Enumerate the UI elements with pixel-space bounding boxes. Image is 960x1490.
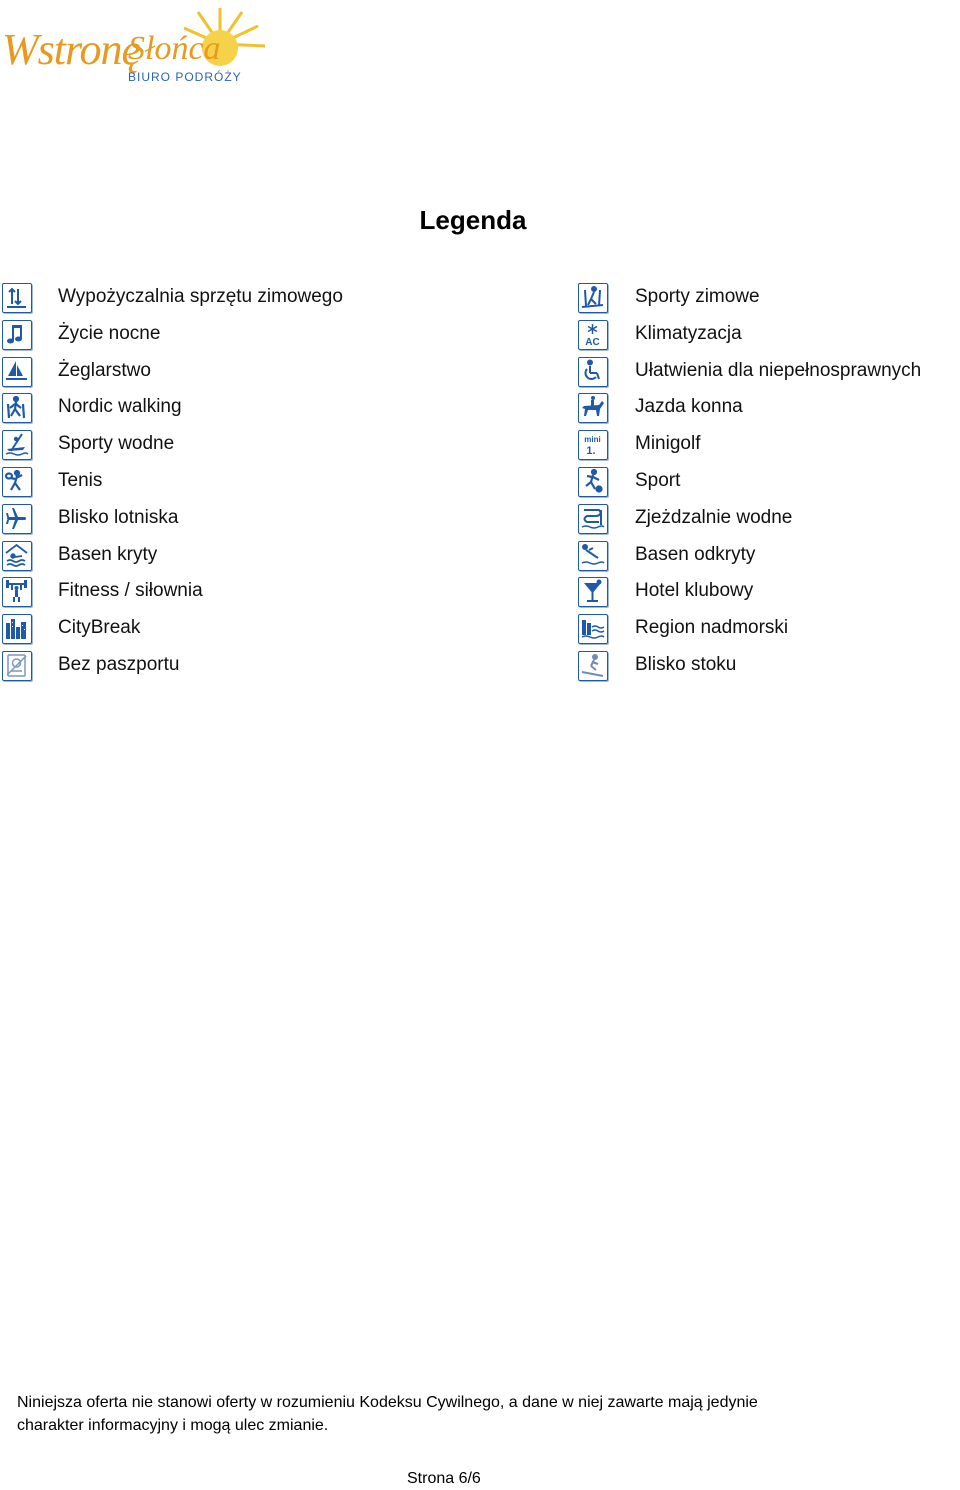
no-passport-icon [2,651,32,681]
legend-label: Sporty wodne [58,433,175,455]
legend-label: Minigolf [635,433,701,455]
legend-label: Jazda konna [635,396,743,418]
air-conditioning-icon [578,320,608,350]
music-note-icon [2,320,32,350]
legend-label: Życie nocne [58,322,161,344]
horse-riding-icon [578,393,608,423]
legend-label: Wypożyczalnia sprzętu zimowego [58,286,343,307]
legend-label: Sporty zimowe [635,286,760,307]
legend-label: Region nadmorski [635,617,789,639]
skiing-icon [578,283,608,313]
wheelchair-icon [578,357,608,387]
legend-label: CityBreak [58,617,141,639]
outdoor-pool-icon [578,541,608,571]
page-title: Legenda [419,205,527,235]
legend-label: Klimatyzacja [635,322,742,344]
ski-rental-icon [2,283,32,313]
brand-name-part2: Słońca [128,30,221,67]
weightlifting-icon [2,577,32,607]
football-icon [578,467,608,497]
brand-name-part1: Wstronę [2,25,141,74]
indoor-pool-icon [2,541,32,571]
airplane-icon [2,504,32,534]
legend-label: Blisko lotniska [58,506,179,528]
ski-slope-icon [578,651,608,681]
seaside-icon [578,614,608,644]
minigolf-top-text: mini [584,435,601,445]
legend-label: Sport [635,469,681,491]
legend-label: Żeglarstwo [58,359,151,381]
sailboat-icon [2,357,32,387]
legend-label: Zjeżdzalnie wodne [635,506,793,528]
disclaimer-text: Niniejsza oferta nie stanowi oferty w rozumieniu Kodeksu Cywilnego, a dane w niej zawarte mają jedynie charakter informacyjny i mogą ulec zmianie. [17,1394,758,1434]
kayak-icon [2,430,32,460]
legend-label: Nordic walking [58,396,182,418]
minigolf-icon [578,430,608,460]
brand-logo [0,4,270,96]
minigolf-bottom-text: 1. [586,445,596,458]
legend-label: Bez paszportu [58,653,180,675]
legend-label: Tenis [58,469,103,491]
tennis-icon [2,467,32,497]
legend-label: Basen odkryty [635,543,756,565]
legend-label: Blisko stoku [635,653,737,675]
legend-label: Ułatwienia dla niepełnosprawnych [635,359,922,381]
legend-label: Hotel klubowy [635,580,754,602]
city-buildings-icon [2,614,32,644]
legend-label: Fitness / siłownia [58,580,203,602]
page-number: Strona 6/6 [407,1470,481,1487]
cocktail-icon [578,577,608,607]
nordic-walking-icon [2,393,32,423]
ac-text: AC [585,336,600,348]
water-slide-icon [578,504,608,534]
legend-label: Basen kryty [58,543,158,565]
brand-subtitle: BIURO PODRÓŻY [128,70,242,84]
